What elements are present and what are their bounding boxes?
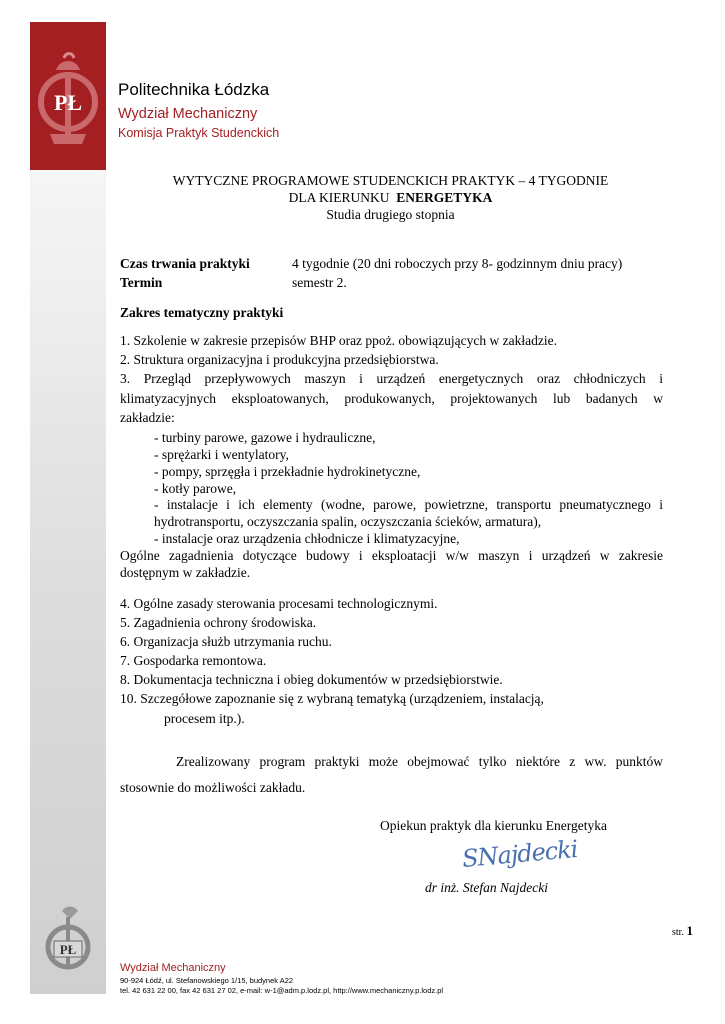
scope-item-2: 2. Struktura organizacyjna i produkcyjna przedsiębiorstwa.: [120, 352, 439, 367]
scope-sub-item-5-line-2: hydrotransportu, oczyszczania spalin, oczyszczania ścieków, armatura),: [154, 514, 542, 529]
term-value: semestr 2.: [292, 275, 347, 290]
scope-item-4: 4. Ogólne zasady sterowania procesami technologicznymi.: [120, 596, 438, 611]
page-number-label: [672, 923, 693, 939]
duration-value: 4 tygodnie (20 dni roboczych przy 8- godzinnym dniu pracy): [292, 256, 623, 271]
study-level: Studia drugiego stopnia: [326, 207, 455, 222]
scope-item-6: 6. Organizacja służb utrzymania ruchu.: [120, 634, 332, 649]
scope-item-1: 1. Szkolenie w zakresie przepisów BHP oraz ppoż. obowiązujących w zakładzie.: [120, 333, 557, 348]
page-label: str.: [672, 927, 684, 938]
page-number: 1: [686, 923, 693, 938]
scope-general-line-2: dostępnym w zakładzie.: [120, 565, 251, 580]
scope-item-5: 5. Zagadnienia ochrony środowiska.: [120, 615, 317, 630]
duration-label: Czas trwania praktyki: [120, 256, 250, 271]
note-line-1: Zrealizowany program praktyki może obejmować tylko niektóre z ww. punktów: [176, 754, 663, 769]
doc-title-major: [118, 190, 663, 206]
major-prefix: DLA KIERUNKU: [288, 190, 390, 205]
scope-item-10-line-2: procesem itp.).: [164, 711, 245, 726]
scope-sub-item-1: - turbiny parowe, gazowe i hydrauliczne,: [154, 430, 376, 445]
note-line-2: stosownie do możliwości zakładu.: [120, 780, 306, 795]
major-name: ENERGETYKA: [396, 190, 493, 205]
scope-sub-item-4: - kotły parowe,: [154, 481, 237, 496]
scope-item-3-line-2: klimatyzacyjnych eksploatowanych, produkowanych, projektowanych lub badanych w: [120, 391, 663, 406]
scope-sub-item-3: - pompy, sprzęgła i przekładnie hydrokinetyczne,: [154, 464, 421, 479]
scope-heading: Zakres tematyczny praktyki: [120, 305, 284, 320]
scope-item-3-line-1: 3. Przegląd przepływowych maszyn i urządzeń energetycznych oraz chłodniczych i: [120, 371, 663, 386]
signature-handwriting: SNajdecki: [460, 835, 579, 873]
supervisor-name: dr inż. Stefan Najdecki: [425, 880, 548, 895]
logo-emblem-icon: [30, 22, 106, 170]
footer-contact: tel. 42 631 22 00, fax 42 631 27 02, e-mail: w-1@adm.p.lodz.pl, http://www.mechaniczny.p.lodz.pl: [120, 986, 444, 995]
footer-address: 90-924 Łódź, ul. Stefanowskiego 1/15, budynek A22: [120, 976, 294, 985]
footer-faculty: Wydział Mechaniczny: [120, 962, 226, 974]
footer-logo-letters: PŁ: [59, 942, 77, 957]
university-logo: [30, 22, 106, 170]
scope-item-7: 7. Gospodarka remontowa.: [120, 653, 267, 668]
doc-title: WYTYCZNE PROGRAMOWE STUDENCKICH PRAKTYK – 4 TYGODNIE: [172, 173, 609, 188]
university-name: Politechnika Łódzka: [118, 80, 270, 99]
scope-item-3-line-3: zakładzie:: [120, 410, 175, 425]
scope-general-line-1: Ogólne zagadnienia dotyczące budowy i eksploatacji w/w maszyn i urządzeń w zakresie: [120, 548, 663, 563]
scope-sub-item-5-line-1: - instalacje i ich elementy (wodne, parowe, powietrzne, transportu pneumatycznego i: [154, 497, 663, 512]
commission-name: Komisja Praktyk Studenckich: [118, 126, 280, 140]
scope-sub-item-2: - sprężarki i wentylatory,: [154, 447, 289, 462]
term-label: Termin: [120, 275, 163, 290]
footer-emblem-icon: [40, 905, 96, 975]
scope-item-10-line-1: 10. Szczegółowe zapoznanie się z wybraną tematyką (urządzeniem, instalacją,: [120, 691, 544, 706]
scope-sub-item-6: - instalacje oraz urządzenia chłodnicze i klimatyzacyjne,: [154, 531, 460, 546]
footer-logo: [40, 905, 96, 975]
faculty-name: Wydział Mechaniczny: [118, 106, 258, 122]
logo-letters: PŁ: [53, 90, 83, 115]
scope-item-8: 8. Dokumentacja techniczna i obieg dokumentów w przedsiębiorstwie.: [120, 672, 503, 687]
supervisor-role: Opiekun praktyk dla kierunku Energetyka: [380, 818, 607, 833]
